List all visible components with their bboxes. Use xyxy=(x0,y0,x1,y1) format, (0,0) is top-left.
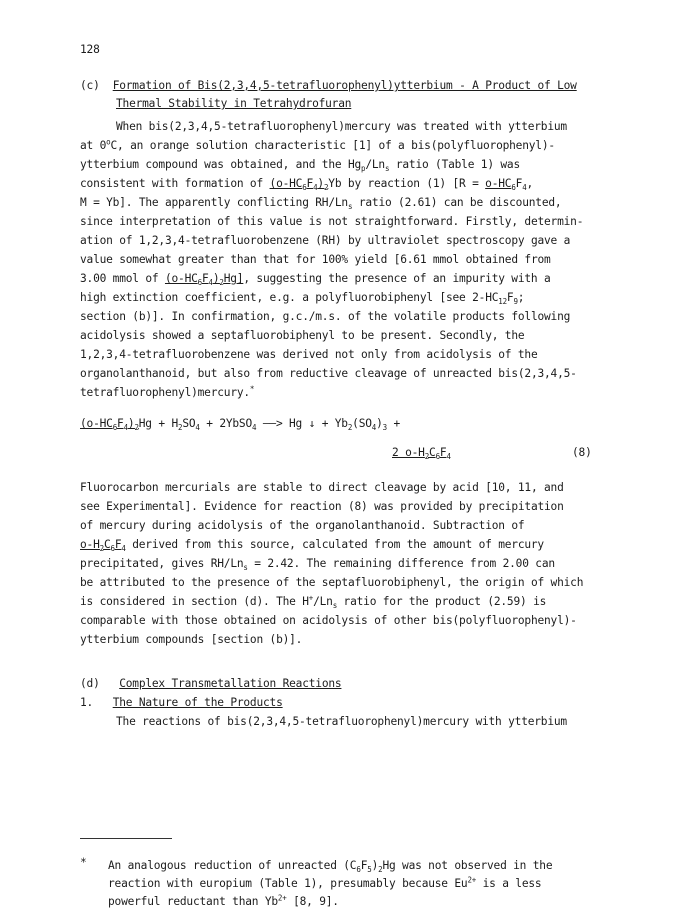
text-span: ratio (Table 1) was xyxy=(389,158,521,171)
text-span: ratio (2.61) can be discounted, xyxy=(352,196,562,209)
text-line xyxy=(80,195,561,211)
text-line xyxy=(80,594,546,610)
subscript: 2 xyxy=(424,452,430,462)
text-span: (SO xyxy=(352,417,372,430)
subscript: 4 xyxy=(446,452,451,462)
subscript: 2 xyxy=(177,423,183,433)
text-line xyxy=(80,271,551,287)
subscript: 4 xyxy=(123,423,128,433)
section-c-heading-text-1: Formation of Bis(2,3,4,5-tetrafluorophenyl)ytterbium - A Product of Low xyxy=(112,79,577,92)
text-span: ) xyxy=(317,177,324,190)
text-span: is considered in section (d). The H xyxy=(80,595,309,608)
text-line xyxy=(80,176,533,192)
footnote-line xyxy=(108,858,552,874)
subscript: s xyxy=(384,164,390,174)
text-span: , xyxy=(526,177,534,190)
section-d-label: (d) xyxy=(80,677,100,690)
text-line: value somewhat greater than that for 100% yield [6.61 mmol obtained from xyxy=(80,253,551,266)
subscript: 12 xyxy=(498,297,507,307)
text-span: high extinction coefficient, e.g. a polyfluorobiphenyl [see 2-HC xyxy=(80,291,499,304)
text-span: F xyxy=(515,177,523,190)
text-span: SO xyxy=(182,417,196,430)
text-span: = 2.42. The remaining difference from 2.00 can xyxy=(247,557,555,570)
section-d-heading xyxy=(80,676,341,692)
section-c-heading-text-2: Thermal Stability in Tetrahydrofuran xyxy=(116,97,352,110)
text-line: of mercury during acidolysis of the organolanthanoid. Subtraction of xyxy=(80,519,525,532)
text-span: F xyxy=(117,417,124,430)
text-line xyxy=(80,290,524,306)
text-line: be attributed to the presence of the septafluorobiphenyl, the origin of which xyxy=(80,576,584,589)
text-span: + xyxy=(386,417,401,430)
text-span: M = Yb]. The apparently conflicting RH/Ln xyxy=(80,196,348,209)
text-span: ratio for the product (2.59) is xyxy=(337,595,547,608)
subscript: 4 xyxy=(313,183,318,193)
text-line: organolanthanoid, but also from reductive cleavage of unreacted bis(2,3,4,5- xyxy=(80,367,577,380)
text-span: tetrafluorophenyl)mercury. xyxy=(80,386,250,399)
subscript: 2 xyxy=(99,544,104,554)
equation-number: (8) xyxy=(572,446,592,459)
subscript: 2 xyxy=(323,183,329,193)
equation-line-2 xyxy=(392,445,451,461)
subscript: 5 xyxy=(367,865,372,875)
superscript: 2+ xyxy=(277,893,287,903)
subscript: 6 xyxy=(112,423,118,433)
text-line xyxy=(80,385,254,401)
subscript: 6 xyxy=(511,183,516,193)
text-span: Hg was not observed in the xyxy=(382,859,553,872)
superscript: 2+ xyxy=(467,875,477,885)
text-span: (o-HC xyxy=(80,417,113,430)
subscript: 4 xyxy=(371,423,377,433)
text-span: 2 o-H xyxy=(392,446,425,459)
formula xyxy=(80,538,126,554)
text-line: When bis(2,3,4,5-tetrafluorophenyl)mercury was treated with ytterbium xyxy=(116,120,567,133)
subscript: p xyxy=(361,164,366,174)
text-span: derived from this source, calculated from the amount of mercury xyxy=(125,538,544,551)
text-span: F xyxy=(439,446,447,459)
subscript: 3 xyxy=(382,423,387,433)
text-span: F xyxy=(306,177,314,190)
subscript: 6 xyxy=(197,278,202,288)
equation-line-1 xyxy=(80,416,400,432)
text-span: C xyxy=(103,538,111,551)
subscript: 2 xyxy=(219,278,224,288)
subsection-heading-text: The Nature of the Products xyxy=(112,696,283,709)
formula xyxy=(80,417,139,433)
footnote-marker: * xyxy=(249,384,255,394)
text-span: , suggesting the presence of an impurity with a xyxy=(243,272,551,285)
text-line xyxy=(80,556,555,572)
text-span: F xyxy=(506,291,514,304)
text-span: (o-HC xyxy=(269,177,303,190)
text-line: section (b)]. In confirmation, g.c./m.s. of the volatile products following xyxy=(80,310,571,323)
text-line: ytterbium compounds [section (b)]. xyxy=(80,633,303,646)
footnote-rule xyxy=(80,838,172,839)
subscript: 9 xyxy=(513,297,518,307)
text-span: Hg] xyxy=(223,272,244,285)
text-span: ; xyxy=(517,291,525,304)
text-line: 1,2,3,4-tetrafluorobenzene was derived not only from acidolysis of the xyxy=(80,348,538,361)
text-span: powerful reductant than Yb xyxy=(108,895,278,908)
text-span: reaction with europium (Table 1), presumably because Eu xyxy=(108,877,468,890)
text-span: Yb by reaction (1) [R = xyxy=(328,177,486,190)
text-line: ation of 1,2,3,4-tetrafluorobenzene (RH) by ultraviolet spectroscopy gave a xyxy=(80,234,571,247)
subscript: 4 xyxy=(195,423,200,433)
subscript: 2 xyxy=(347,423,353,433)
text-line: comparable with those obtained on acidolysis of other bis(polyfluorophenyl)- xyxy=(80,614,577,627)
footnote-line xyxy=(108,894,339,910)
superscript: o xyxy=(106,137,111,147)
text-span: is a less xyxy=(476,877,542,890)
formula xyxy=(392,446,451,462)
page-number: 128 xyxy=(80,43,100,56)
text-span: /Ln xyxy=(365,158,385,171)
text-span: F xyxy=(360,859,368,872)
footnote-line xyxy=(108,876,541,892)
text-line: acidolysis showed a septafluorobiphenyl to be present. Secondly, the xyxy=(80,329,525,342)
text-span: consistent with formation of xyxy=(80,177,270,190)
subscript: 2 xyxy=(378,865,383,875)
text-line: The reactions of bis(2,3,4,5-tetrafluorophenyl)mercury with ytterbium xyxy=(116,715,567,728)
subscript: 6 xyxy=(435,452,440,462)
subscript: 2 xyxy=(134,423,139,433)
text-line: see Experimental]. Evidence for reaction (8) was provided by precipitation xyxy=(80,500,564,513)
text-span: ) xyxy=(127,417,135,430)
text-span: o-HC xyxy=(485,177,512,190)
subscript: 4 xyxy=(208,278,213,288)
text-span: C xyxy=(429,446,436,459)
section-c-heading-line-2 xyxy=(116,96,351,112)
subscript: s xyxy=(332,601,338,611)
subscript: 6 xyxy=(302,183,307,193)
superscript: + xyxy=(308,593,314,603)
subscript: 6 xyxy=(356,865,361,875)
text-line xyxy=(80,537,544,553)
subscript: s xyxy=(347,202,353,212)
text-line xyxy=(80,138,555,154)
text-span: precipitated, gives RH/Ln xyxy=(80,557,244,570)
text-span: ) xyxy=(376,417,383,430)
text-span: (o-HC xyxy=(164,272,198,285)
section-d-heading-text: Complex Transmetallation Reactions xyxy=(119,677,342,690)
text-span: o-H xyxy=(80,538,100,551)
formula xyxy=(164,272,244,288)
footnote-marker: * xyxy=(80,856,87,869)
subscript: 4 xyxy=(522,183,527,193)
text-span: F xyxy=(114,538,122,551)
subsection-label: 1. xyxy=(80,696,94,709)
subscript: 6 xyxy=(110,544,115,554)
subscript: s xyxy=(243,563,248,573)
subscript: 4 xyxy=(121,544,126,554)
text-span: ) xyxy=(371,859,379,872)
section-c-heading-line-1 xyxy=(80,78,577,94)
text-span: 3.00 mmol of xyxy=(80,272,165,285)
text-line: since interpretation of this value is not straightforward. Firstly, determin- xyxy=(80,215,584,228)
subsection-heading xyxy=(80,695,283,711)
text-span: ) xyxy=(212,272,220,285)
text-span: + 2YbSO xyxy=(199,417,253,430)
text-span: An analogous reduction of unreacted (C xyxy=(108,859,357,872)
text-span: C, an orange solution characteristic [1] of a bis(polyfluorophenyl)- xyxy=(110,139,555,152)
subscript: 4 xyxy=(252,423,257,433)
section-c-label: (c) xyxy=(80,79,100,92)
formula xyxy=(269,177,329,193)
text-span: at 0 xyxy=(80,139,107,152)
text-line xyxy=(80,157,520,173)
text-span: ——> Hg ↓ + Yb xyxy=(256,417,348,430)
text-span: F xyxy=(201,272,209,285)
text-span: ytterbium compound was obtained, and the Hg xyxy=(80,158,362,171)
text-span: Hg + H xyxy=(138,417,178,430)
text-line: Fluorocarbon mercurials are stable to direct cleavage by acid [10, 11, and xyxy=(80,481,564,494)
text-span: /Ln xyxy=(313,595,333,608)
text-span: [8, 9]. xyxy=(286,895,339,908)
